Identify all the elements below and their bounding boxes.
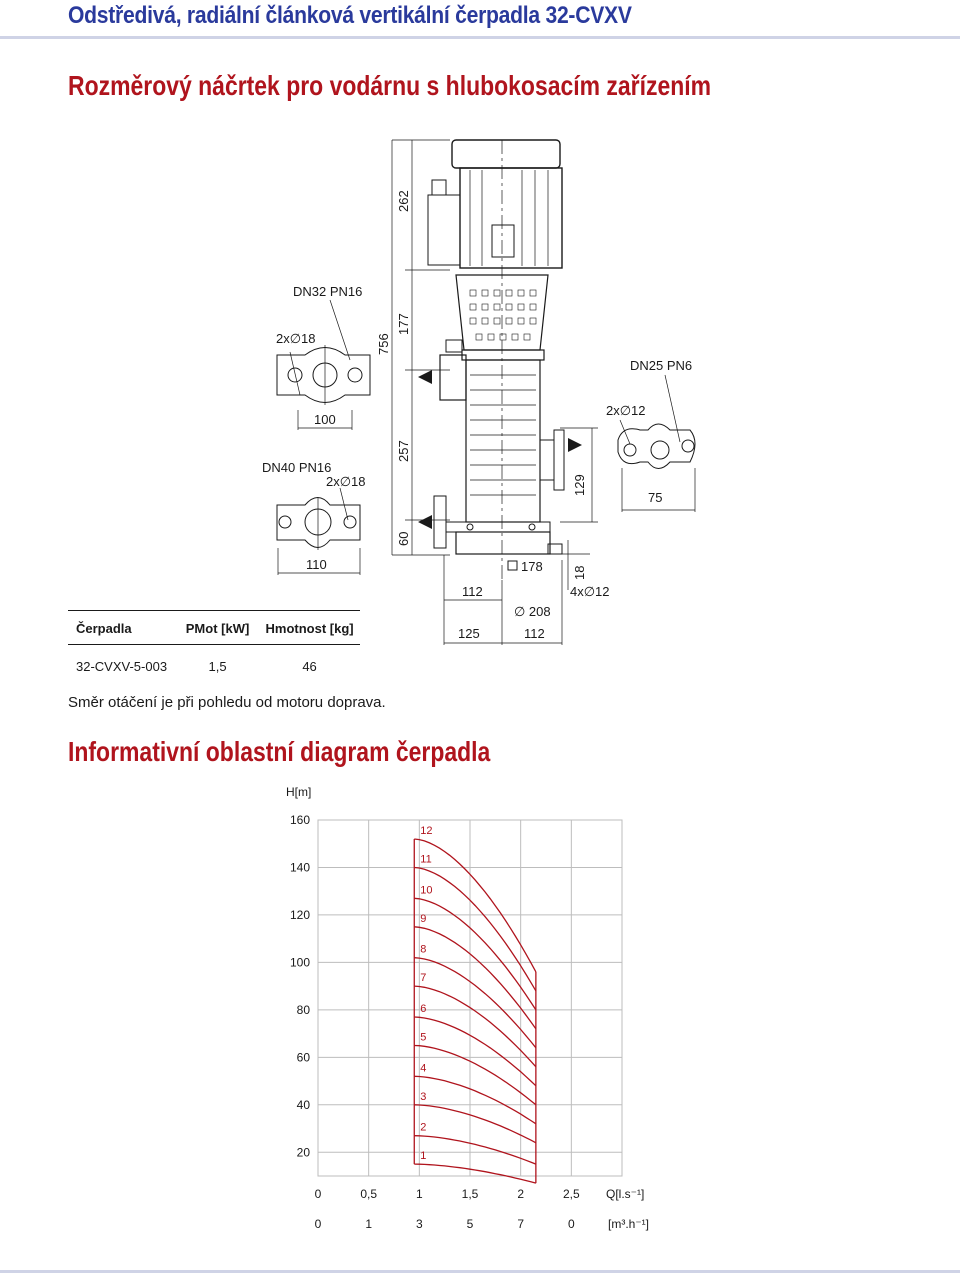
label-2x18-top: 2x∅18 [276, 331, 316, 346]
curve-label-8: 8 [420, 943, 427, 956]
y-tick-label: 60 [296, 1050, 310, 1065]
drawing-section-title: Rozměrový náčrtek pro vodárnu s hlubokosacím zařízením [68, 70, 712, 101]
lantern-grid [470, 290, 536, 340]
diagram-section-title: Informativní oblastní diagram čerpadla [68, 736, 491, 767]
col-header-pump: Čerpadla [68, 611, 176, 645]
pump-curve-6 [414, 1017, 536, 1086]
col-header-power: PMot [kW] [176, 611, 255, 645]
label-sq-178: 178 [521, 559, 543, 574]
curve-label-2: 2 [420, 1121, 427, 1134]
x2-tick-label: 0 [567, 1217, 575, 1231]
label-dn40: DN40 PN16 [262, 460, 332, 475]
y-tick-label: 160 [289, 813, 310, 827]
label-dim-756: 756 [376, 333, 391, 355]
curve-label-6: 6 [420, 1002, 427, 1015]
label-dim-112-bottom: 112 [524, 626, 545, 641]
label-dim-110: 110 [306, 557, 327, 572]
label-dn25: DN25 PN6 [630, 358, 693, 373]
curve-label-11: 11 [420, 853, 432, 866]
x-tick-label: 0 [314, 1187, 322, 1201]
page-header-title: Odstředivá, radiální článková vertikální čerpadla 32-CVXV [68, 2, 632, 29]
y-tick-label: 120 [289, 907, 310, 922]
x-axis-label-secondary: [m³.h⁻¹] [608, 1217, 649, 1231]
x2-tick-label: 5 [466, 1217, 474, 1231]
pump-curve-8 [414, 958, 536, 1048]
pump-curve-11 [414, 868, 536, 991]
flange-dn32 [277, 300, 370, 405]
cell-power: 1,5 [208, 659, 227, 674]
x2-tick-label: 1 [365, 1217, 373, 1231]
x-tick-label: 1 [415, 1187, 423, 1201]
x-tick-label: 0,5 [360, 1187, 378, 1201]
curve-label-7: 7 [420, 972, 427, 985]
x-tick-label: 2 [517, 1187, 525, 1201]
label-dim-100: 100 [314, 412, 336, 427]
y-axis-label: H[m] [286, 785, 312, 799]
x2-tick-label: 0 [314, 1217, 322, 1231]
pump-curve-9 [414, 927, 536, 1029]
x2-tick-label: 7 [517, 1217, 525, 1231]
curve-label-9: 9 [420, 912, 427, 925]
label-2x18-bottom: 2x∅18 [326, 474, 366, 489]
label-2x12: 2x∅12 [606, 403, 646, 418]
curve-label-5: 5 [420, 1031, 427, 1044]
spec-table-header [68, 611, 360, 645]
label-dim-18: 18 [572, 565, 587, 580]
y-tick-label: 140 [289, 860, 310, 875]
col-header-weight: Hmotnost [kg] [255, 611, 360, 645]
label-dim-112-top: 112 [462, 584, 483, 599]
pump-assembly [418, 140, 582, 580]
y-tick-label: 80 [296, 1002, 310, 1017]
flange-dn40 [277, 488, 360, 550]
label-dim-75: 75 [648, 490, 663, 505]
label-dim-129: 129 [572, 474, 587, 496]
pump-curve-1 [414, 1164, 536, 1183]
label-4x12: 4x∅12 [570, 584, 610, 599]
label-dia-208: ∅ 208 [514, 604, 551, 619]
spec-table [68, 610, 360, 680]
y-tick-label: 100 [289, 955, 310, 970]
label-dim-60: 60 [396, 531, 411, 546]
flange-dn25 [618, 420, 695, 469]
x-axis-label: Q[l.s⁻¹] [606, 1187, 645, 1201]
label-dn32: DN32 PN16 [293, 284, 363, 299]
footer-rule [0, 1270, 960, 1273]
x-tick-label: 1,5 [461, 1187, 479, 1201]
curve-label-3: 3 [420, 1090, 427, 1103]
x-tick-label: 2,5 [562, 1187, 580, 1201]
label-dim-262: 262 [396, 190, 411, 212]
cell-pump-model: 32-CVXV-5-003 [76, 659, 168, 674]
pump-curve-5 [414, 1046, 536, 1105]
curve-label-10: 10 [420, 884, 433, 897]
x2-tick-label: 3 [415, 1217, 423, 1231]
y-tick-label: 20 [296, 1145, 310, 1160]
cell-weight: 46 [302, 659, 317, 674]
rotation-note: Směr otáčení je při pohledu od motoru doprava. [68, 694, 386, 711]
label-dim-125: 125 [458, 626, 480, 641]
curve-label-12: 12 [420, 824, 433, 837]
y-tick-label: 40 [296, 1097, 310, 1112]
label-dim-257: 257 [396, 440, 411, 462]
curve-label-1: 1 [420, 1150, 427, 1163]
label-dim-177: 177 [396, 313, 411, 335]
table-row [68, 645, 360, 681]
pump-curve-2 [414, 1136, 536, 1164]
performance-chart [0, 770, 960, 1260]
curve-label-4: 4 [420, 1062, 427, 1075]
